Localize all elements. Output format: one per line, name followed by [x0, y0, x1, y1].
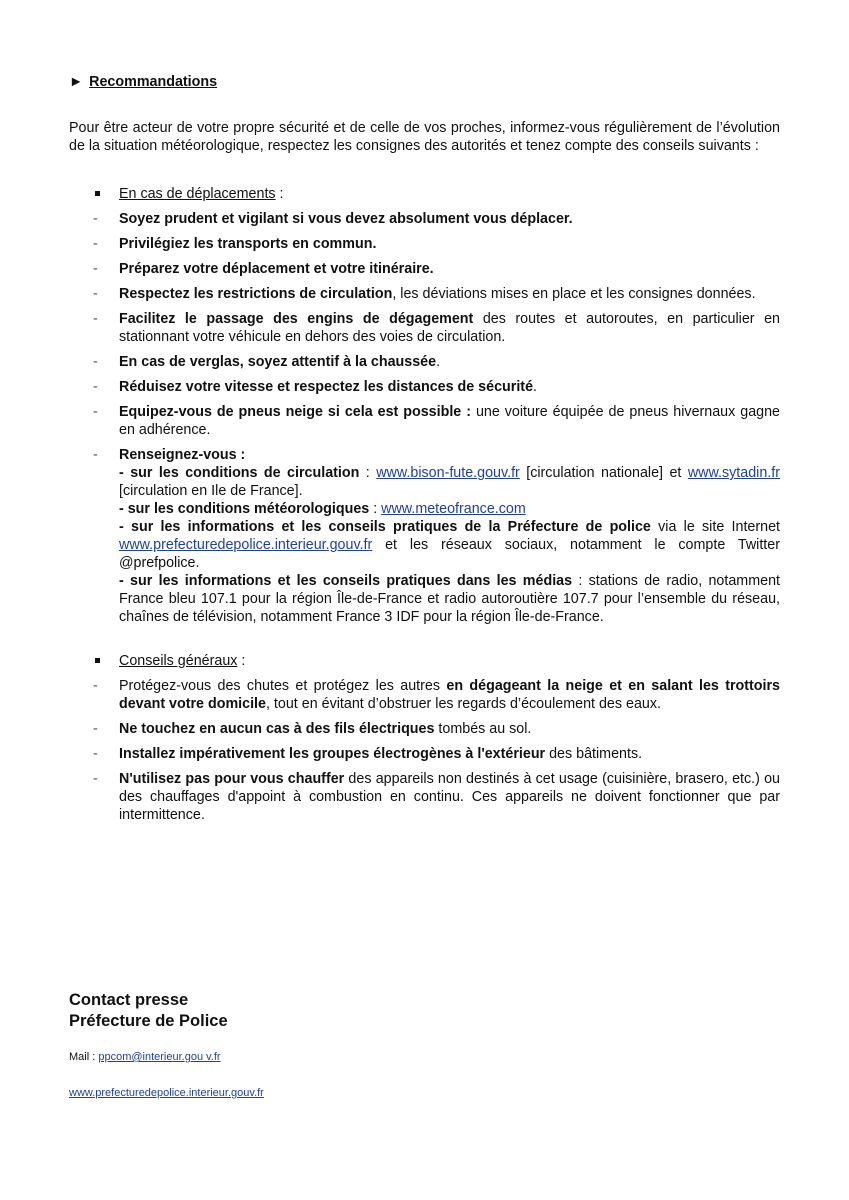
section-label: En cas de déplacements	[119, 186, 276, 202]
item-bold: Equipez-vous de pneus neige si cela est possible :	[119, 404, 471, 420]
sub-item-prefecture	[119, 518, 780, 572]
contact-title: Contact presse	[69, 991, 189, 1009]
item-bold: Respectez les restrictions de circulation	[119, 286, 393, 302]
dash-bullet: -	[93, 236, 98, 252]
contact-website	[69, 1086, 264, 1100]
mail-link[interactable]: ppcom@interieur.gou v.fr	[98, 1051, 221, 1063]
intro-paragraph: Pour être acteur de votre propre sécurité et de celle de vos proches, informez-vous régulièrement de l’évolution de la situation météorologique, respectez les consignes des autorités et tenez compte des conseils suivants :	[69, 120, 780, 154]
item-text: une voiture équipée de pneus hivernaux gagne en adhérence.	[119, 404, 781, 438]
dash-bullet: -	[93, 771, 98, 787]
list-item	[69, 353, 780, 371]
contact-organization: Préfecture de Police	[69, 1012, 228, 1030]
square-bullet-icon	[95, 191, 100, 196]
item-text: des appareils non destinés à cet usage (cuisinière, brasero, etc.) ou des chauffages d'appoint à combustion en continu. Ces appareils ne doivent fonctionner que par intermittence.	[119, 771, 781, 823]
list-item-renseignez	[69, 446, 780, 626]
item-bold: Soyez prudent et vigilant si vous devez absolument vous déplacer.	[119, 211, 573, 227]
dash-bullet: -	[93, 211, 98, 227]
dash-bullet: -	[93, 678, 98, 694]
item-text: tombés au sol.	[434, 721, 532, 737]
section-heading	[69, 73, 780, 91]
list-item	[69, 745, 780, 763]
dash-bullet: -	[93, 311, 98, 327]
item-bold: Ne touchez en aucun cas à des fils électriques	[119, 721, 435, 737]
item-bold: en dégageant la neige et en salant les trottoirs devant votre domicile	[119, 678, 780, 712]
sub-item-circulation	[119, 464, 780, 500]
section-label: Conseils généraux	[119, 653, 238, 669]
main-content	[69, 73, 780, 824]
section-generaux-title	[69, 652, 780, 670]
dash-bullet: -	[93, 404, 98, 420]
sub-item-medias	[119, 572, 780, 626]
meteofrance-link[interactable]: www.meteofrance.com	[381, 501, 526, 517]
contact-block	[69, 990, 228, 1032]
list-item	[69, 260, 780, 278]
section-label-suffix: :	[237, 653, 246, 669]
list-item	[69, 720, 780, 738]
prefecture-link[interactable]: www.prefecturedepolice.interieur.gouv.fr	[119, 537, 373, 553]
item-bold: Préparez votre déplacement et votre itinéraire.	[119, 261, 434, 277]
sub-item-meteo	[119, 500, 780, 518]
dash-bullet: -	[93, 354, 98, 370]
sub-text: [circulation nationale] et	[519, 465, 688, 481]
deplacements-list	[69, 210, 780, 626]
dash-bullet: -	[93, 379, 98, 395]
contact-mail	[69, 1050, 221, 1064]
section-deplacements-title	[69, 185, 780, 203]
list-item	[69, 235, 780, 253]
item-text: , tout en évitant d’obstruer les regards d’écoulement des eaux.	[265, 696, 661, 712]
dash-bullet: -	[93, 746, 98, 762]
list-item	[69, 770, 780, 824]
bison-fute-link[interactable]: www.bison-fute.gouv.fr	[376, 465, 520, 481]
dash-bullet: -	[93, 721, 98, 737]
list-item	[69, 310, 780, 346]
dash-bullet: -	[93, 447, 98, 463]
sub-text: via le site Internet	[650, 519, 781, 535]
sub-text: : stations de radio, notamment France bleu 107.1 pour la région Île-de-France et radio autoroutière 107.7 pour l’ensemble du réseau, chaînes de télévision, notamment France 3 IDF pour la région Île-de-France.	[119, 573, 780, 625]
item-text: , les déviations mises en place et les consignes données.	[392, 286, 756, 302]
sub-bold: - sur les conditions de circulation	[119, 465, 360, 481]
sub-bold: - sur les conditions météorologiques	[119, 501, 370, 517]
arrow-right-icon: ►	[69, 74, 84, 90]
item-text: .	[436, 354, 441, 370]
item-text: .	[533, 379, 538, 395]
sytadin-link[interactable]: www.sytadin.fr	[687, 465, 781, 481]
dash-bullet: -	[93, 261, 98, 277]
list-item	[69, 378, 780, 396]
mail-label: Mail :	[69, 1051, 99, 1063]
item-bold: Facilitez le passage des engins de dégagement	[119, 311, 474, 327]
item-bold: En cas de verglas, soyez attentif à la chaussée	[119, 354, 437, 370]
item-text: des routes et autoroutes, en particulier en stationnant votre véhicule en dehors des voies de circulation.	[119, 311, 780, 345]
square-bullet-icon	[95, 658, 100, 663]
generaux-list	[69, 677, 780, 824]
sub-text: et les réseaux sociaux, notamment le compte Twitter @prefpolice.	[119, 537, 780, 571]
section-label-suffix: :	[275, 186, 284, 202]
list-item	[69, 677, 780, 713]
renseignez-title: Renseignez-vous :	[119, 447, 246, 463]
list-item	[69, 285, 780, 303]
sub-text: [circulation en Ile de France].	[119, 483, 303, 499]
item-bold: Privilégiez les transports en commun.	[119, 236, 377, 252]
item-bold: Installez impérativement les groupes électrogènes à l'extérieur	[119, 746, 546, 762]
item-text: des bâtiments.	[545, 746, 643, 762]
sub-bold: - sur les informations et les conseils pratiques de la Préfecture de police	[119, 519, 651, 535]
sub-bold: - sur les informations et les conseils pratiques dans les médias	[119, 573, 573, 589]
item-bold: Réduisez votre vitesse et respectez les distances de sécurité	[119, 379, 534, 395]
website-link[interactable]: www.prefecturedepolice.interieur.gouv.fr	[69, 1087, 264, 1099]
item-bold: N'utilisez pas pour vous chauffer	[119, 771, 345, 787]
sub-sep: :	[359, 465, 377, 481]
list-item	[69, 210, 780, 228]
list-item	[69, 403, 780, 439]
heading-title: Recommandations	[89, 74, 218, 90]
sub-sep: :	[369, 501, 382, 517]
item-pre: Protégez-vous des chutes et protégez les autres	[119, 678, 447, 694]
dash-bullet: -	[93, 286, 98, 302]
